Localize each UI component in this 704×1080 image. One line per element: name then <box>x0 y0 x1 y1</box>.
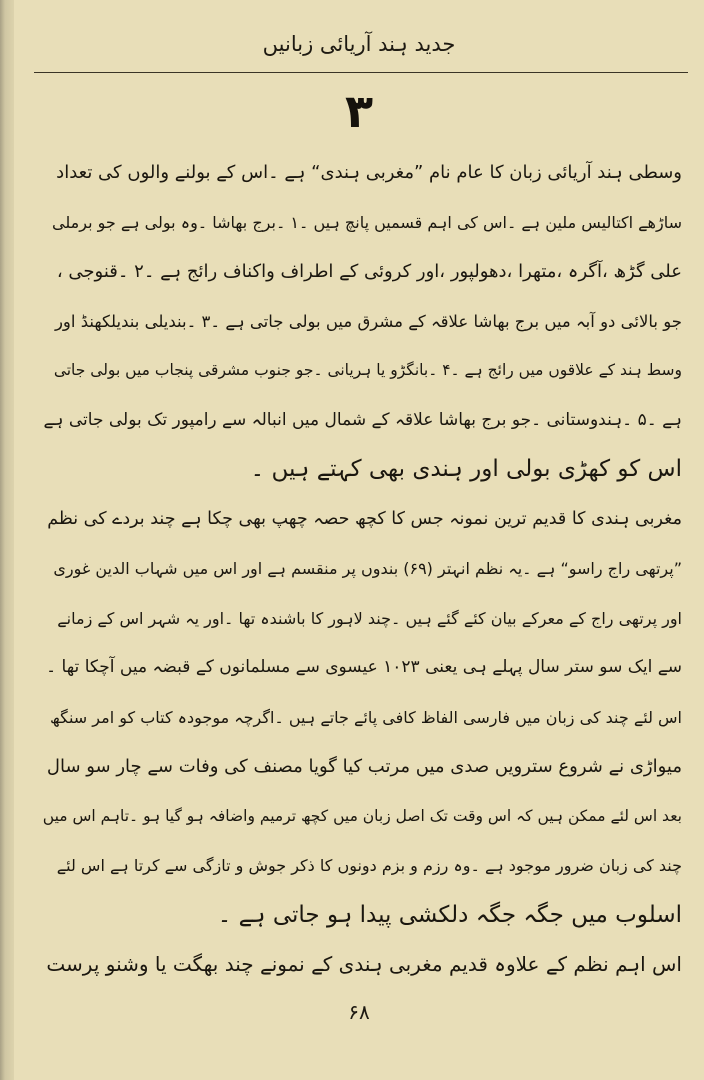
binding-edge <box>0 0 14 1080</box>
text-line: اس کو کھڑی بولی اور ہندی بھی کہتے ہیں ۔ <box>250 456 682 482</box>
text-line: علی گڑھ ،آگرہ ،متھرا ،دھولپور ،اور کروئی کے اطراف واکناف رائج ہے ۔۲ ۔قنوجی ، <box>56 261 682 282</box>
text-line: اس اہم نظم کے علاوہ قدیم مغربی ہندی کے نمونے چند بھگت یا وشنو پرست <box>46 952 682 976</box>
text-line: اسلوب میں جگہ جگہ دلکشی پیدا ہو جاتی ہے ۔ <box>217 901 682 928</box>
text-line: وسطی ہند آریائی زبان کا عام نام ”مغربی ہندی“ ہے ۔اس کے بولنے والوں کی تعداد <box>56 162 682 183</box>
text-line: مغربی ہندی کا قدیم ترین نمونہ جس کا کچھ حصہ چھپ بھی چکا ہے چند بردے کی نظم <box>47 508 682 529</box>
text-line: میواڑی نے شروع سترویں صدی میں مرتب کیا گویا مصنف کی وفات سے چار سو سال <box>46 756 682 777</box>
text-line: اور پرتھی راج کے معرکے بیان کئے گئے ہیں ۔چند لاہور کا باشندہ تھا ۔اور یہ شہر اس کے زمانے <box>57 608 682 628</box>
text-line: ساڑھے اکتالیس ملین ہے ۔اس کی اہم قسمیں پانچ ہیں ۔۱ ۔برج بھاشا ۔وہ بولی ہے جو برملی <box>52 212 682 232</box>
text-line: سے ایک سو ستر سال پہلے ہی یعنی ۱۰۲۳ عیسوی سے مسلمانوں کے قبضہ میں آچکا تھا ۔ <box>46 657 682 677</box>
running-header: جدید ہند آریائی زبانیں <box>262 32 456 56</box>
text-line: وسط ہند کے علاقوں میں رائج ہے ۔۴ ۔بانگڑو یا ہریانی ۔جو جنوب مشرقی پنجاب میں بولی جاتی <box>53 361 682 379</box>
body-text <box>42 148 682 990</box>
text-line: جو بالائی دو آبہ میں برج بھاشا علاقہ کے مشرق میں بولی جاتی ہے ۔۳ ۔بندیلی بندیلکھنڈ اور <box>54 311 682 331</box>
text-line: چند کی زبان ضرور موجود ہے ۔وہ رزم و بزم دونوں کا ذکر جوش و تازگی سے کرتا ہے اس لئے <box>56 856 682 875</box>
header-rule <box>34 72 688 73</box>
text-line: اس لئے چند کی زبان میں فارسی الفاظ کافی پائے جاتے ہیں ۔اگرچہ موجودہ کتاب کو امر سنگھ <box>50 707 682 727</box>
chapter-number: ۳ <box>344 84 374 138</box>
book-page <box>14 0 704 1080</box>
page-number: ۶۸ <box>348 1000 370 1024</box>
text-line: ہے ۔۵ ۔ہندوستانی ۔جو برج بھاشا علاقہ کے شمال میں انبالہ سے رامپور تک بولی جاتی ہے <box>43 409 682 430</box>
text-line: بعد اس لئے ممکن ہیں کہ اس وقت تک اصل زبان میں کچھ ترمیم واضافہ ہو گیا ہو ۔تاہم اس میں <box>42 806 682 825</box>
text-line: ”پرتھی راج راسو“ ہے ۔یہ نظم انہتر (۶۹) بندوں پر منقسم ہے اور اس میں شہاب الدین غوری <box>53 559 682 578</box>
